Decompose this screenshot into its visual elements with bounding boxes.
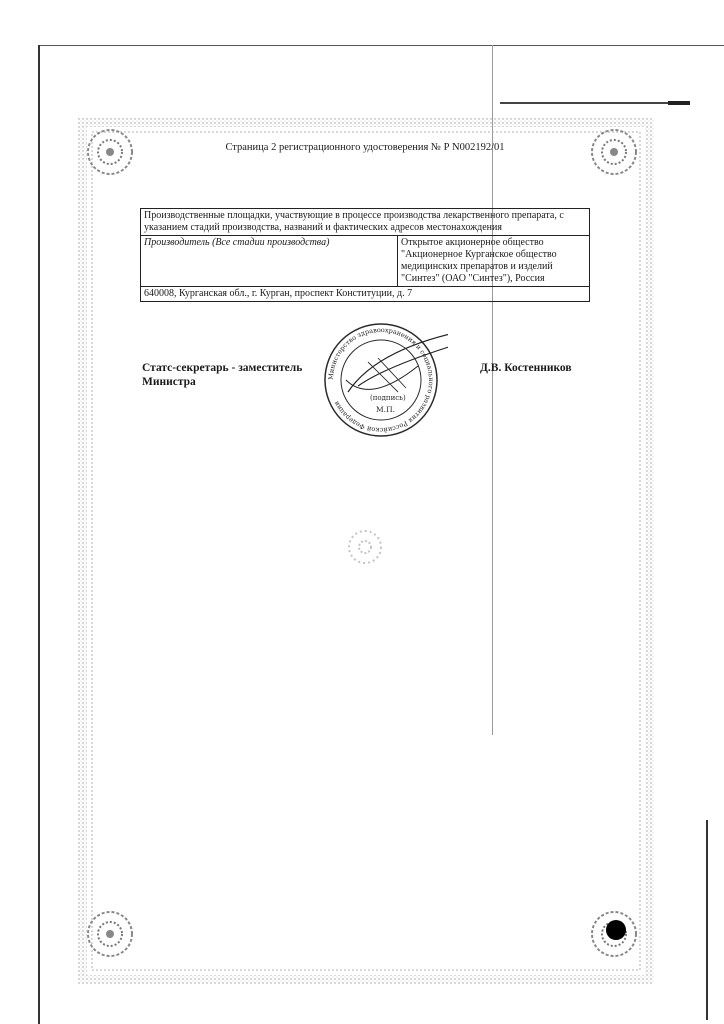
center-watermark-ornament: [340, 522, 390, 572]
seal-ring-text: Министерство здравоохранения и социального развития Российской Федерации: [326, 325, 436, 435]
scan-edge-top: [38, 45, 724, 46]
table-heading-cell: Производственные площадки, участвующие в процессе производства лекарственного препарата, с указанием стадий производства, названий и фактических адресов местонахождения: [141, 209, 590, 236]
seal-signature-label: (подпись): [370, 394, 406, 402]
signatory-title: [142, 362, 302, 390]
production-sites-table: [140, 208, 590, 302]
official-seal-stamp: [318, 322, 448, 438]
page-header: Страница 2 регистрационного удостоверения № Р N002192/01: [225, 142, 505, 153]
signatory-title-line1: Статс-секретарь - заместитель: [142, 362, 303, 374]
scan-edge-left: [38, 45, 40, 1024]
scan-artifact-line: [500, 102, 690, 104]
manufacturer-role-cell: Производитель (Все стадии производства): [141, 236, 398, 287]
scan-edge-right-mark: [706, 820, 708, 1020]
corner-ornament-bottom-left: [82, 906, 138, 962]
manufacturer-company-cell: Открытое акционерное общество "Акционерное Курганское общество медицинских препаратов и изделий "Синтез" (ОАО "Синтез"), Россия: [398, 236, 590, 287]
corner-ornament-top-right: [586, 124, 642, 180]
table-row: [141, 209, 590, 236]
manufacturer-address-cell: 640008, Курганская обл., г. Курган, проспект Конституции, д. 7: [141, 287, 590, 302]
corner-ornament-top-left: [82, 124, 138, 180]
ink-blot: [606, 920, 626, 940]
signatory-title-line2: Министра: [142, 375, 196, 388]
scan-artifact-mark: [668, 101, 690, 105]
seal-mp-label: М.П.: [376, 405, 395, 414]
table-row: [141, 287, 590, 302]
table-row: [141, 236, 590, 287]
signatory-name: Д.В. Костенников: [480, 362, 572, 374]
